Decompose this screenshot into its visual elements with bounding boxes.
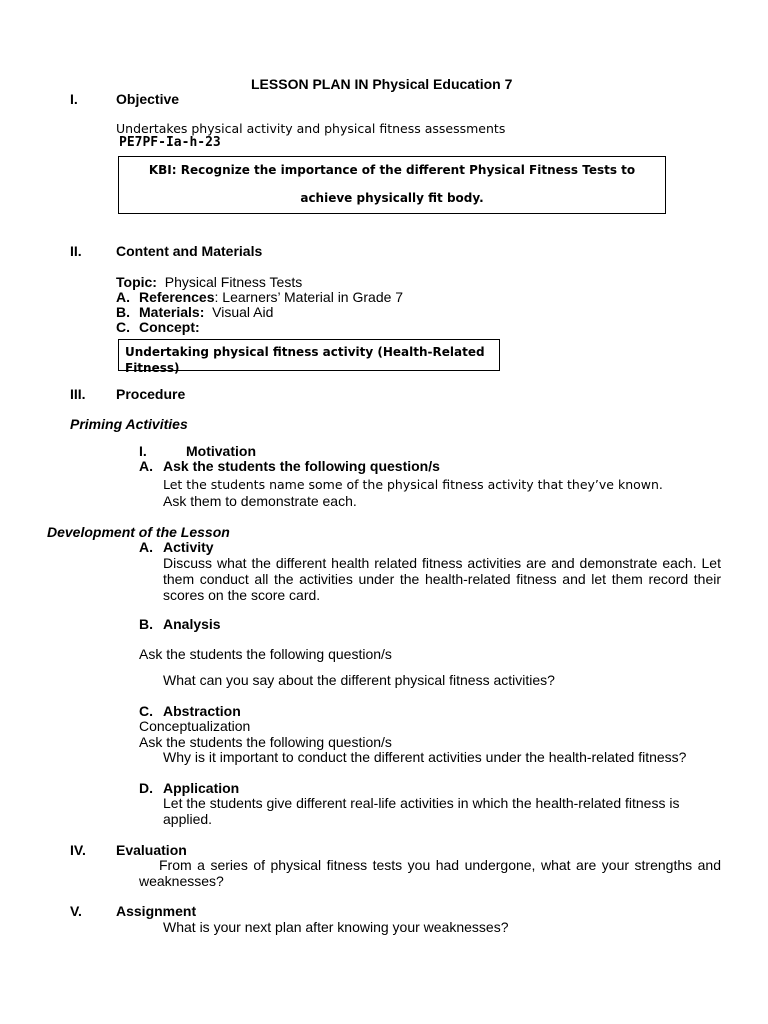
evaluation-text: From a series of physical fitness tests you had undergone, what are your strengths and weaknesses? <box>139 857 721 889</box>
activity-heading: Activity <box>163 539 214 555</box>
topic-value: Physical Fitness Tests <box>164 274 303 290</box>
materials-line <box>139 304 273 320</box>
section-heading-evaluation: Evaluation <box>116 842 187 858</box>
ask-heading: Ask the students the following question/s <box>163 458 440 474</box>
kbi-text: KBI: Recognize the importance of the different Physical Fitness Tests to achieve physically fit body. <box>148 163 636 205</box>
kbi-box <box>118 156 666 214</box>
motivation-demonstrate: Ask them to demonstrate each. <box>163 493 357 509</box>
abstraction-letter: C. <box>139 703 153 719</box>
abstraction-ask: Ask the students the following question/s <box>139 734 392 750</box>
concept-letter: C. <box>116 319 130 335</box>
topic-label: Topic: <box>116 274 157 290</box>
topic-line <box>116 274 302 290</box>
ask-letter: A. <box>139 458 153 474</box>
application-letter: D. <box>139 780 153 796</box>
references-line <box>139 289 403 305</box>
abstraction-question: Why is it important to conduct the different activities under the health-related fitness? <box>163 749 687 765</box>
activity-letter: A. <box>139 539 153 555</box>
abstraction-heading: Abstraction <box>163 703 241 719</box>
competency-code: PE7PF-Ia-h-23 <box>119 135 221 150</box>
objective-text: Undertakes physical activity and physical fitness assessments <box>116 121 506 136</box>
analysis-question: What can you say about the different physical fitness activities? <box>163 672 555 688</box>
priming-heading: Priming Activities <box>70 416 188 432</box>
concept-box-text: Undertaking physical fitness activity (Health-Related Fitness) <box>125 345 485 375</box>
materials-label: Materials: <box>139 304 205 320</box>
mat-letter: B. <box>116 304 130 320</box>
section-number-evaluation: IV. <box>70 842 86 858</box>
section-heading-procedure: Procedure <box>116 386 186 402</box>
assignment-text: What is your next plan after knowing your weaknesses? <box>163 919 509 935</box>
analysis-heading: Analysis <box>163 616 221 632</box>
section-number-content: II. <box>70 243 82 259</box>
development-heading: Development of the Lesson <box>47 524 230 540</box>
activity-text: Discuss what the different health related fitness activities are and demonstrate each. Let them conduct all the activities under the health-related fitness and let them record their scores on the score card. <box>163 555 721 603</box>
ref-letter: A. <box>116 289 130 305</box>
page-title: LESSON PLAN IN Physical Education 7 <box>251 76 513 92</box>
section-number-assignment: V. <box>70 903 82 919</box>
section-heading-content: Content and Materials <box>116 243 263 259</box>
analysis-ask: Ask the students the following question/s <box>139 646 392 662</box>
motivation-heading: Motivation <box>186 443 256 459</box>
section-number-procedure: III. <box>70 386 86 402</box>
materials-value: Visual Aid <box>212 304 274 320</box>
section-heading-objective: Objective <box>116 91 180 107</box>
motivation-number: I. <box>139 443 147 459</box>
references-label: References <box>139 289 215 305</box>
conceptualization: Conceptualization <box>139 718 251 734</box>
application-text: Let the students give different real-life activities in which the health-related fitness is applied. <box>163 795 680 827</box>
section-number-objective: I. <box>70 91 78 107</box>
concept-label: Concept: <box>139 319 200 335</box>
section-heading-assignment: Assignment <box>116 903 197 919</box>
concept-box <box>118 339 500 375</box>
application-heading: Application <box>163 780 240 796</box>
analysis-letter: B. <box>139 616 153 632</box>
references-value: : Learners’ Material in Grade 7 <box>214 289 404 305</box>
motivation-question: Let the students name some of the physical fitness activity that they’ve known. <box>163 477 663 492</box>
